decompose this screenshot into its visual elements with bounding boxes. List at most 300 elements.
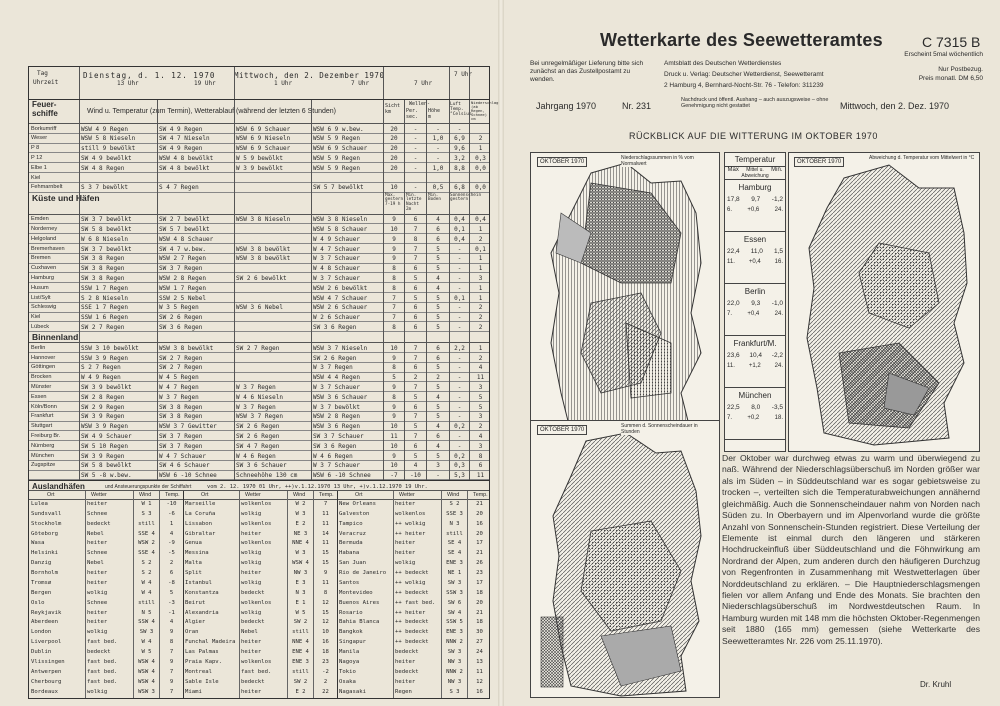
table-cell: S 4 7 Regen <box>159 184 199 192</box>
temperature-city-name: Berlin <box>744 287 766 296</box>
temperature-min: -3,5 <box>771 404 783 411</box>
table-header <box>29 67 489 100</box>
table-cell: Kiel <box>31 174 41 181</box>
table-cell: 1 <box>478 255 483 263</box>
table-cell: Kiel <box>31 314 41 321</box>
table-cell: WSW 6 9 Schauer <box>236 125 291 133</box>
review-heading: RÜCKBLICK AUF DIE WITTERUNG IM OKTOBER 1970 <box>629 131 878 141</box>
table-cell: SW 3 6 Regen <box>313 442 357 450</box>
ausland-cell: Rosario <box>339 609 363 616</box>
ausland-cell: Stockholm <box>31 520 62 527</box>
table-cell: Emden <box>31 216 49 223</box>
table-cell: still 9 bewölkt <box>81 145 136 153</box>
table-cell: WSW 4 4 Regen <box>313 374 360 382</box>
publisher-line-3: 2 Hamburg 4, Bernhard-Nocht-Str. 76 - Telefon: 311239 <box>664 82 824 89</box>
ausland-cell: E 3 <box>295 579 306 586</box>
table-cell: W 3 7 Regen <box>236 383 276 391</box>
ausland-cell: bedeckt <box>241 678 265 685</box>
ausland-cell: Sundsvall <box>31 510 62 517</box>
ausland-cell: Galveston <box>339 510 370 517</box>
table-cell: 6 <box>413 442 418 450</box>
table-cell: WSW 3 7 Nieseln <box>313 344 368 352</box>
ausland-cell: Konstantza <box>185 589 219 596</box>
ausland-cell: Singapur <box>339 639 366 646</box>
table-cell: 0,1 <box>454 225 465 233</box>
section-title: Auslandhäfen <box>32 482 85 492</box>
issue-number: Nr. 231 <box>622 101 652 111</box>
ausland-cell: Split <box>185 570 202 577</box>
header-uhrzeit: Uhrzeit <box>33 79 59 86</box>
ausland-cell: -5 <box>168 550 175 557</box>
ausland-cell: NNE 4 <box>292 540 309 547</box>
ausland-cell: Tampico <box>339 520 363 527</box>
temperature-min-day: 24. <box>774 363 783 369</box>
ausland-cell: 16 <box>476 688 483 695</box>
ausland-cell: fast bed. <box>241 668 272 675</box>
temperature-city <box>725 180 785 232</box>
ausland-cell: heiter <box>87 579 108 586</box>
reprint-note: Nachdruck und öffentl. Aushang – auch auszugsweise – ohne Genehmigung nicht gestattet <box>681 97 829 110</box>
ausland-row <box>29 500 489 510</box>
ausland-row <box>29 579 489 589</box>
table-cell: WSW 1 7 Regen <box>159 284 206 292</box>
table-cell: - <box>457 265 462 273</box>
ausland-row <box>29 589 489 599</box>
ausland-cell: Cherbourg <box>31 678 62 685</box>
table-cell: SW 4 9 Schauer <box>81 432 132 440</box>
table-cell: 8 <box>392 274 396 282</box>
ausland-cell: still <box>138 599 155 606</box>
ausland-cell: heiter <box>395 658 416 665</box>
ausland-cell: Habana <box>339 550 360 557</box>
table-cell: 1 <box>478 225 483 233</box>
ausland-cell: ++ heiter <box>395 609 426 616</box>
table-cell: 4 <box>436 442 440 450</box>
ausland-row <box>29 668 489 678</box>
ausland-cell: ++ wolkig <box>395 520 426 527</box>
ausland-cell: Aberdeen <box>31 619 58 626</box>
ausland-col-head: Wind <box>447 492 460 499</box>
table-cell: SW 5 10 Regen <box>81 442 128 450</box>
table-cell: SW 5 8 bewölkt <box>81 225 132 233</box>
table-cell: SW 4 8 bewölkt <box>159 164 210 172</box>
temperature-deviation: +0,4 <box>747 311 760 317</box>
table-cell: W 3 7 Regen <box>159 393 199 401</box>
ausland-cell: NNW 2 <box>446 668 463 675</box>
temperature-city-name: Hamburg <box>738 183 772 192</box>
ausland-cell: -6 <box>168 510 175 517</box>
ausland-cell: -8 <box>168 579 175 586</box>
ausland-cell: 9 <box>169 658 174 665</box>
table-cell: SW 2 7 Regen <box>159 354 203 362</box>
ausland-col-head: Temp. <box>319 492 334 499</box>
table-cell: W 3 7 Schauer <box>313 462 360 470</box>
ausland-cell: Göteborg <box>31 530 58 537</box>
ausland-cell: W 3 <box>295 510 306 517</box>
ausland-cell: 7 <box>169 649 174 656</box>
table-cell: WSW 3 7 Gewitter <box>159 423 217 431</box>
ausland-row <box>29 560 489 570</box>
ausland-col-head: Ort <box>201 492 209 499</box>
ausland-cell: Bergen <box>31 589 52 596</box>
temperature-city <box>725 388 785 440</box>
table-cell: 6 <box>478 462 483 470</box>
table-cell: 0,0 <box>475 184 486 192</box>
table-cell: SW 3 7 bewölkt <box>81 216 132 224</box>
max-head: Max. gestern 7-19 h <box>385 192 404 208</box>
table-cell: 7 <box>413 344 418 352</box>
publication-code: C 7315 B <box>922 34 981 50</box>
table-cell: 10 <box>390 442 398 450</box>
ns-head: Niederschlag (ab Regen, Schnee) cm <box>471 100 499 121</box>
table-cell: 0,3 <box>475 154 486 162</box>
table-cell: Brocken <box>31 374 52 381</box>
table-cell: - <box>457 393 462 401</box>
ausland-cell: NW 3 <box>447 678 462 685</box>
table-row <box>29 254 489 264</box>
table-cell: WSW 4 9 Regen <box>81 125 128 133</box>
table-cell: 8 <box>413 235 418 243</box>
table-cell: Husum <box>31 284 49 291</box>
table-cell: Fehmarnbelt <box>31 184 63 191</box>
table-cell: WSW 3 8 bewölkt <box>236 255 291 263</box>
ausland-cell: W 2 <box>295 500 306 507</box>
table-cell: 1,0 <box>432 135 444 143</box>
table-cell: WSW 2 7 Regen <box>159 255 206 263</box>
ausland-cell: wolkig <box>87 629 108 636</box>
table-cell: - <box>457 413 462 421</box>
ausland-col-head: Ort <box>355 492 363 499</box>
table-cell: SW 2 6 Regen <box>159 314 203 322</box>
table-cell: 1 <box>478 284 483 292</box>
time-7: 7 Uhr <box>351 80 370 87</box>
table-cell: 6 <box>413 304 418 312</box>
table-cell: 10 <box>390 225 398 233</box>
ausland-cell: 8 <box>323 589 328 596</box>
table-cell: - <box>457 255 462 263</box>
table-cell: 4 <box>478 432 483 440</box>
table-cell: 3 <box>478 413 483 421</box>
table-row <box>29 402 489 412</box>
table-cell: Schleswig <box>31 304 57 311</box>
table-vline <box>383 67 384 99</box>
precipitation-map-title: Niederschlagssummen in % vom Normalwert <box>621 156 711 167</box>
table-vline <box>404 100 405 480</box>
ausland-cell: 11 <box>322 520 329 527</box>
table-cell: Stuttgart <box>31 423 53 430</box>
table-cell: 4 <box>436 423 440 431</box>
table-vline <box>449 100 450 480</box>
ausland-cell: San Juan <box>339 560 366 567</box>
ausland-cell: fast bed. <box>87 658 118 665</box>
ausland-cell: Bahia Blanca <box>339 619 380 626</box>
table-vline <box>85 491 86 698</box>
table-cell: Cuxhaven <box>31 265 57 272</box>
table-cell: W 4 7 Schauer <box>159 452 206 460</box>
table-cell: W 4 8 Schauer <box>313 265 360 273</box>
ausland-cell: N 5 <box>141 609 152 616</box>
table-vline <box>383 100 384 480</box>
table-cell: 6,9 <box>454 135 465 143</box>
table-cell: 7 <box>413 432 418 440</box>
ausland-cell: wolkig <box>241 510 262 517</box>
temperature-min-day: 18. <box>774 415 783 421</box>
table-cell: 0,4 <box>454 235 465 243</box>
table-row <box>29 343 489 353</box>
table-row <box>29 412 489 422</box>
ausland-cell: W 1 <box>141 500 152 507</box>
ausland-cell: W 4 <box>141 639 152 646</box>
table-cell: - <box>457 314 462 322</box>
table-cell: 0,4 <box>475 216 486 224</box>
table-cell: WSW 6 9 Schauer <box>313 145 368 153</box>
table-cell: W 3 7 Schauer <box>313 255 360 263</box>
ausland-cell: heiter <box>395 550 416 557</box>
sunshine-map-title: Summen d. Sonnenscheindauer in Stunden <box>621 424 711 435</box>
table-vline <box>159 491 160 698</box>
luft-head: Luft Temp. °Celsius <box>450 102 472 117</box>
table-cell: WSW 6 -10 Schnee <box>313 472 371 480</box>
table-row <box>29 244 489 254</box>
table-cell: 5 <box>413 423 418 431</box>
ausland-cell: WSW 4 <box>138 668 155 675</box>
ausland-cell: 15 <box>322 550 329 557</box>
ausland-col-head: Wind <box>139 492 152 499</box>
ausland-cell: Nebel <box>87 530 104 537</box>
table-cell: WSW 3 8 bewölkt <box>236 245 291 253</box>
ausland-cell: W 4 <box>141 589 152 596</box>
ausland-cell: ENE 3 <box>446 629 463 636</box>
precipitation-map <box>530 152 720 452</box>
table-cell: 5 <box>436 265 440 273</box>
table-cell: SW 4 9 bewölkt <box>81 154 132 162</box>
table-cell: 7 <box>413 354 418 362</box>
table-row <box>29 373 489 383</box>
table-cell: Hannover <box>31 354 56 361</box>
table-cell: S 2 8 Nieseln <box>81 294 128 302</box>
table-cell: 7 <box>392 314 396 322</box>
table-cell: 4 <box>413 462 418 470</box>
table-cell: Borkumriff <box>31 125 57 132</box>
ausland-cell: Beirut <box>185 599 206 606</box>
ausland-cell: S 3 <box>449 688 460 695</box>
table-cell: 0,1 <box>454 294 465 302</box>
table-vline <box>311 100 312 480</box>
ausland-cell: 15 <box>322 560 329 567</box>
ausland-cell: NE 3 <box>293 530 308 537</box>
table-cell: 2 <box>478 314 483 322</box>
ausland-cell: Nagasaki <box>339 688 366 695</box>
table-cell: - <box>457 403 462 411</box>
table-cell: 6 <box>436 354 440 362</box>
ausland-cell: SSE 3 <box>446 510 463 517</box>
ausland-cell: wolkig <box>241 579 262 586</box>
ausland-cell: 9 <box>323 570 328 577</box>
ausland-col-head: Temp. <box>165 492 180 499</box>
table-cell: 3 <box>478 274 483 282</box>
ausland-cell: Osaka <box>339 678 356 685</box>
table-cell: 9 <box>392 354 396 362</box>
ausland-cell: Praia Kapv. <box>185 658 223 665</box>
temperature-city <box>725 336 785 388</box>
table-row <box>29 313 489 323</box>
ausland-cell: SW 4 <box>447 609 462 616</box>
ausland-cell: heiter <box>241 530 262 537</box>
table-vline <box>157 100 158 480</box>
table-row <box>29 273 489 283</box>
table-cell: 5 <box>436 413 440 421</box>
temperature-panel-title: Temperatur <box>725 153 785 167</box>
ausland-cell: 7 <box>323 500 328 507</box>
table-row <box>29 431 489 441</box>
ausland-cell: fast bed. <box>87 668 118 675</box>
table-cell: W 3 7 Schauer <box>313 274 360 282</box>
table-cell: - <box>413 145 418 153</box>
table-cell: 6 <box>436 432 440 440</box>
table-cell: - <box>413 135 418 143</box>
author-signature: Dr. Kruhl <box>920 680 952 689</box>
table-cell: 5 <box>436 294 440 302</box>
table-row <box>29 124 489 134</box>
table-cell: 3 <box>478 383 483 391</box>
ausland-cell: wolkig <box>87 589 108 596</box>
table-cell: - <box>413 154 418 162</box>
table-cell: SW 4 7 w.bew. <box>159 245 206 253</box>
table-row <box>29 353 489 363</box>
temperature-deviation: +1,2 <box>748 363 761 369</box>
ausland-sub: und Ansteuerungspunkte der Schiffahrt <box>105 484 192 491</box>
table-cell: 2 <box>413 374 418 382</box>
ausland-cell: still <box>292 668 309 675</box>
ausland-cell: E 2 <box>295 688 306 695</box>
table-cell: Lübeck <box>31 323 50 330</box>
table-cell: 7 <box>413 255 418 263</box>
ausland-cell: Lulea <box>31 500 48 507</box>
table-cell: WSW 5 9 Regen <box>313 154 360 162</box>
table-cell: - <box>436 125 440 133</box>
ausland-cell: WSW 4 <box>138 658 155 665</box>
table-cell: 5 <box>436 383 440 391</box>
table-cell: SW 3 9 Regen <box>81 452 125 460</box>
table-cell: 8 <box>392 323 396 331</box>
ausland-cell: 17 <box>476 540 483 547</box>
table-vline <box>79 67 80 99</box>
ausland-cell: 11 <box>476 668 483 675</box>
table-cell: 6 <box>413 216 418 224</box>
table-cell: 5 <box>436 255 440 263</box>
table-cell: 4 <box>436 216 440 224</box>
ausland-cell: S 2 <box>141 560 152 567</box>
table-cell: - <box>457 125 462 133</box>
ausland-cell: Alexandria <box>185 609 219 616</box>
ausland-cell: 16 <box>322 639 329 646</box>
temperature-max-day: 11. <box>727 259 735 265</box>
table-cell: SW 3 6 Regen <box>159 323 203 331</box>
table-cell: WSW 5 9 Regen <box>313 135 360 143</box>
table-cell: - <box>457 442 462 450</box>
ausland-cell: ++ bedeckt <box>395 589 429 596</box>
table-cell: WSW 3 8 Nieseln <box>313 216 368 224</box>
temperature-deviation: +0,2 <box>747 415 760 421</box>
ausland-cell: heiter <box>241 639 262 646</box>
table-row <box>29 451 489 461</box>
table-cell: Köln/Bonn <box>31 403 57 410</box>
table-cell: W 6 8 Nieseln <box>81 235 128 243</box>
table-cell: 6 <box>413 403 418 411</box>
table-cell: SW 2 8 Regen <box>81 393 125 401</box>
ausland-cell: Dublin <box>31 649 52 656</box>
ausland-cell: 9 <box>169 629 174 636</box>
ausland-cell: SSE 4 <box>138 530 155 537</box>
temperature-map-label: OKTOBER 1970 <box>794 157 844 167</box>
table-cell: 0,4 <box>454 216 465 224</box>
table-row <box>29 224 489 234</box>
ausland-cell: New Orleans <box>339 500 377 507</box>
table-cell: SSE 1 7 Regen <box>81 304 128 312</box>
ausland-cell: Algier <box>185 619 206 626</box>
ausland-cell: NW 3 <box>447 658 462 665</box>
temperature-deviation: +0,4 <box>748 259 761 265</box>
ausland-cell: Funchal Madeira <box>185 639 236 646</box>
table-cell: W 3 7 Schauer <box>313 383 360 391</box>
table-cell: - <box>413 164 418 172</box>
temperature-max: 23,6 <box>727 352 740 359</box>
table-cell: 2 <box>478 304 483 312</box>
table-cell: 6 <box>436 344 440 352</box>
temperature-mean: 9,7 <box>751 196 761 203</box>
table-cell: 5 <box>413 452 418 460</box>
ausland-cell: 12 <box>476 678 483 685</box>
table-cell: Weser <box>31 135 48 142</box>
table-cell: W 3 7 Regen <box>313 364 353 372</box>
table-cell: Zugspitze <box>31 462 56 469</box>
ausland-row <box>29 658 489 668</box>
table-cell: W 5 9 bewölkt <box>236 154 283 162</box>
table-cell: 5 <box>413 294 418 302</box>
table-cell: SW 2 6 Regen <box>236 423 280 431</box>
table-cell: -10 <box>410 472 421 480</box>
table-cell: W 4 9 Regen <box>81 374 121 382</box>
section-feuerschiffe <box>29 100 499 124</box>
table-cell: SW 4 7 Regen <box>236 442 280 450</box>
table-cell: SW 3 6 Regen <box>313 323 357 331</box>
ausland-cell: still <box>138 520 155 527</box>
table-cell: 0,2 <box>454 423 465 431</box>
table-cell: 4 <box>436 393 440 401</box>
table-row <box>29 264 489 274</box>
ausland-col-head: Wetter <box>91 492 107 499</box>
table-cell: - <box>413 125 418 133</box>
page-title: Wetterkarte des Seewetteramtes <box>600 30 883 50</box>
ausland-cell: wolkenlos <box>395 510 426 517</box>
delivery-note: Bei unregelmäßiger Lieferung bitte sich zunächst an das Zustellpostamt zu wenden. <box>530 60 644 84</box>
table-cell: WSW 2 8 Regen <box>313 413 360 421</box>
table-cell: 9,6 <box>454 145 465 153</box>
ausland-cell: Genua <box>185 540 202 547</box>
temperature-mean: 8,0 <box>751 404 761 411</box>
table-vline <box>239 491 240 698</box>
ausland-cell: Tokio <box>339 668 356 675</box>
ausland-cell: 12 <box>322 599 329 606</box>
table-cell: 9 <box>392 216 396 224</box>
ausland-cell: 11 <box>322 540 329 547</box>
temperature-map-title: Abweichung d. Temperatur vom Mittelwert in °C <box>869 156 977 162</box>
table-cell: WSW 3 8 Nieseln <box>236 216 291 224</box>
temperature-mean: 10,4 <box>749 352 763 359</box>
ausland-cell: heiter <box>395 678 416 685</box>
ausland-cell: 16 <box>476 520 483 527</box>
ausland-cell: W 4 <box>141 579 152 586</box>
